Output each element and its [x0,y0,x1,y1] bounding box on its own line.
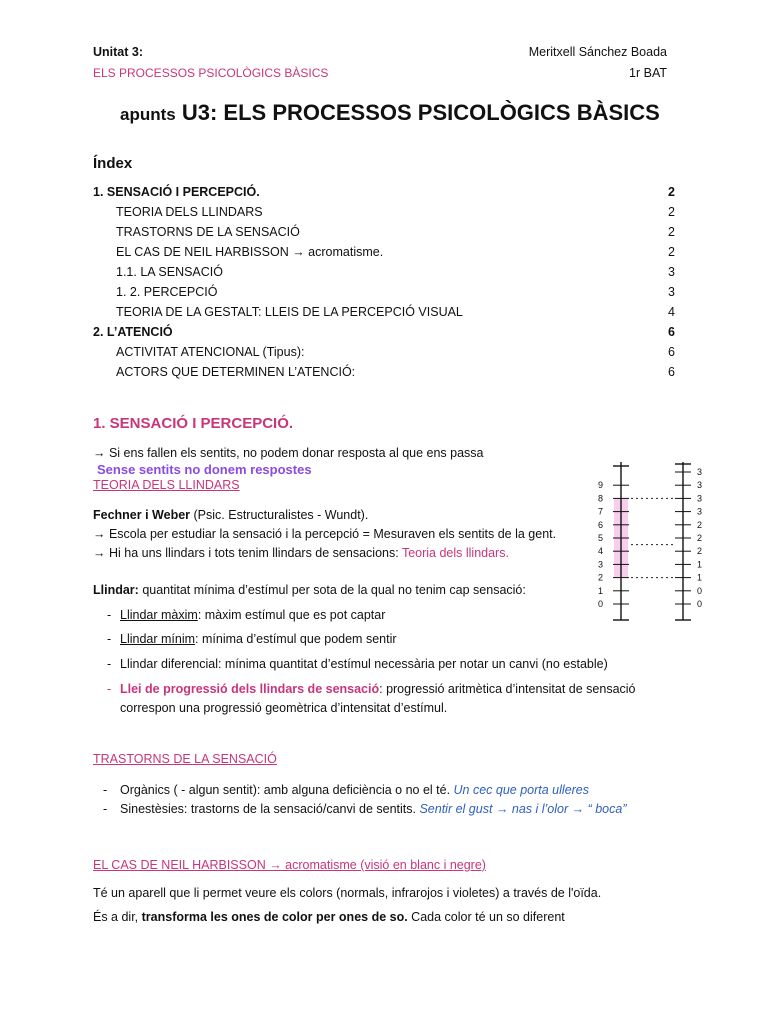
list-item-text: Orgànics ( - algun sentit): amb alguna deficiència o no el té. [120,783,454,797]
left-ruler-label: 9 [597,480,603,491]
right-ruler-label: 1 [697,559,703,570]
list-item [120,657,608,671]
page-title [120,100,660,126]
right-ruler-label: 0 [697,585,703,596]
left-ruler-label: 3 [597,559,603,570]
right-ruler-label: 3 [697,467,703,477]
right-ruler-label: 1 [697,572,703,583]
llindar-term: Llindar: [93,583,139,597]
list-item-text: : progressió aritmètica d’intensitat de sensació [379,682,636,696]
toc-label: 1. SENSACIÓ I PERCEPCIÓ. [93,185,260,199]
neil-text-bold: transforma les ones de color per ones de so. [141,910,408,924]
left-ruler-label: 8 [597,493,603,504]
list-item-text: : mínima d’estímul que podem sentir [195,632,397,646]
toc-page: 6 [668,365,675,379]
list-item-continuation: correspon una progressió geomètrica d’intensitat d’estímul. [120,701,448,715]
toc-entry[interactable] [93,185,675,205]
toc-page: 2 [668,225,675,239]
llindars-line [93,546,509,560]
left-ruler-label: 0 [597,599,603,609]
section-heading: 1. SENSACIÓ I PERCEPCIÓ. [93,415,294,432]
subsection-heading-llindars: TEORIA DELS LLINDARS [93,478,240,492]
toc-entry[interactable] [93,205,675,225]
list-item-example: Sentir el gust → nas i l’olor → “ boca” [419,802,627,816]
llindar-definition [93,583,526,597]
toc-label: EL CAS DE NEIL HARBISSON → acromatisme. [116,245,384,259]
right-ruler-label: 3 [697,493,703,504]
list-item [120,682,636,696]
left-ruler-label: 4 [597,546,603,557]
right-ruler-label: 2 [697,533,703,543]
llindar-text: quantitat mínima d’estímul per sota de la qual no tenim cap sensació: [138,583,526,597]
left-ruler-label: 6 [597,519,603,530]
toc-label: TEORIA DELS LLINDARS [116,205,263,219]
toc-entry[interactable] [93,265,675,285]
neil-text-c: Cada color té un so diferent [407,910,565,924]
list-item-text: : màxim estímul que es pot captar [197,608,386,622]
threshold-ruler-figure [593,458,713,628]
list-item-text: Sinestèsies: trastorns de la sensació/canvi de sentits. [120,802,420,816]
toc-page: 6 [668,345,675,359]
toc-label: 2. L’ATENCIÓ [93,325,173,339]
neil-paragraph-2 [93,910,565,924]
fechner-line [93,508,368,522]
title-main: U3: ELS PROCESSOS PSICOLÒGICS BÀSICS [181,100,660,125]
left-ruler-label: 5 [597,533,603,543]
right-ruler-label: 2 [697,519,703,530]
index-heading: Índex [93,155,133,172]
subsection-heading-trastorns: TRASTORNS DE LA SENSACIÓ [93,752,277,766]
toc-label: 1.1. LA SENSACIÓ [116,265,223,279]
subsection-heading-neil: EL CAS DE NEIL HARBISSON → acromatisme (visió en blanc i negre) [93,858,486,872]
right-ruler-label: 2 [697,546,703,557]
list-bullet: - [107,657,112,671]
toc-label: ACTIVITAT ATENCIONAL (Tipus): [116,345,305,359]
toc-entry[interactable] [93,225,675,245]
right-ruler-label: 3 [697,480,703,491]
toc-label: 1. 2. PERCEPCIÓ [116,285,218,299]
list-bullet: - [103,802,108,816]
list-bullet: - [107,608,112,622]
toc-page: 6 [668,325,675,339]
toc-label: TRASTORNS DE LA SENSACIÓ [116,225,300,239]
list-item-term: Llei de progressió dels llindars de sensació [120,682,380,696]
toc-entry[interactable] [93,365,675,385]
right-ruler-label: 0 [697,599,703,609]
fechner-rest: (Psic. Estructuralistes - Wundt). [190,508,369,522]
toc-entry[interactable] [93,245,675,265]
escola-line: → Escola per estudiar la sensació i la percepció = Mesuraven els sentits de la gent. [93,527,557,541]
right-ruler-label: 3 [697,506,703,517]
list-item [120,783,589,797]
list-item-text: Llindar diferencial: mínima quantitat d’estímul necessària per notar un canvi (no estable) [120,657,608,671]
toc-page: 4 [668,305,675,319]
fechner-bold: Fechner i Weber [93,508,191,522]
toc-page: 2 [668,245,675,259]
highlight-note: Sense sentits no donem respostes [97,462,312,477]
toc-entry[interactable] [93,285,675,305]
list-item-term: Llindar màxim [120,608,198,622]
left-ruler-label: 7 [597,506,603,517]
llindars-link: Teoria dels llindars. [401,546,509,560]
title-prefix: apunts [120,105,176,124]
toc-page: 2 [668,185,675,199]
left-ruler-label: 1 [597,585,603,596]
left-ruler-label: 2 [597,572,603,583]
neil-paragraph: Té un aparell que li permet veure els colors (normals, infrarojos i violetes) a través de l'oïda. [93,886,602,900]
llindars-text: → Hi ha uns llindars i tots tenim llindars de sensacions: [93,546,402,560]
header-unit: Unitat 3: [93,45,143,59]
list-bullet: - [107,682,112,696]
list-bullet: - [103,783,108,797]
list-item [120,608,385,622]
list-item-term: Llindar mínim [120,632,196,646]
list-item [120,632,397,646]
toc-page: 3 [668,285,675,299]
header-subject: ELS PROCESSOS PSICOLÒGICS BÀSICS [93,66,329,80]
toc-label: TEORIA DE LA GESTALT: LLEIS DE LA PERCEPCIÓ VISUAL [116,305,463,319]
header-course: 1r BAT [629,66,667,80]
toc-page: 3 [668,265,675,279]
toc-entry[interactable] [93,305,675,325]
toc-entry[interactable] [93,345,675,365]
toc-label: ACTORS QUE DETERMINEN L’ATENCIÓ: [116,365,356,379]
header-author: Meritxell Sánchez Boada [528,45,667,59]
list-bullet: - [107,632,112,646]
list-item [120,802,627,816]
intro-text: → Si ens fallen els sentits, no podem donar resposta al que ens passa [93,446,484,460]
toc-page: 2 [668,205,675,219]
neil-text-a: És a dir, [93,910,142,924]
list-item-example: Un cec que porta ulleres [453,783,590,797]
toc-entry[interactable] [93,325,675,345]
